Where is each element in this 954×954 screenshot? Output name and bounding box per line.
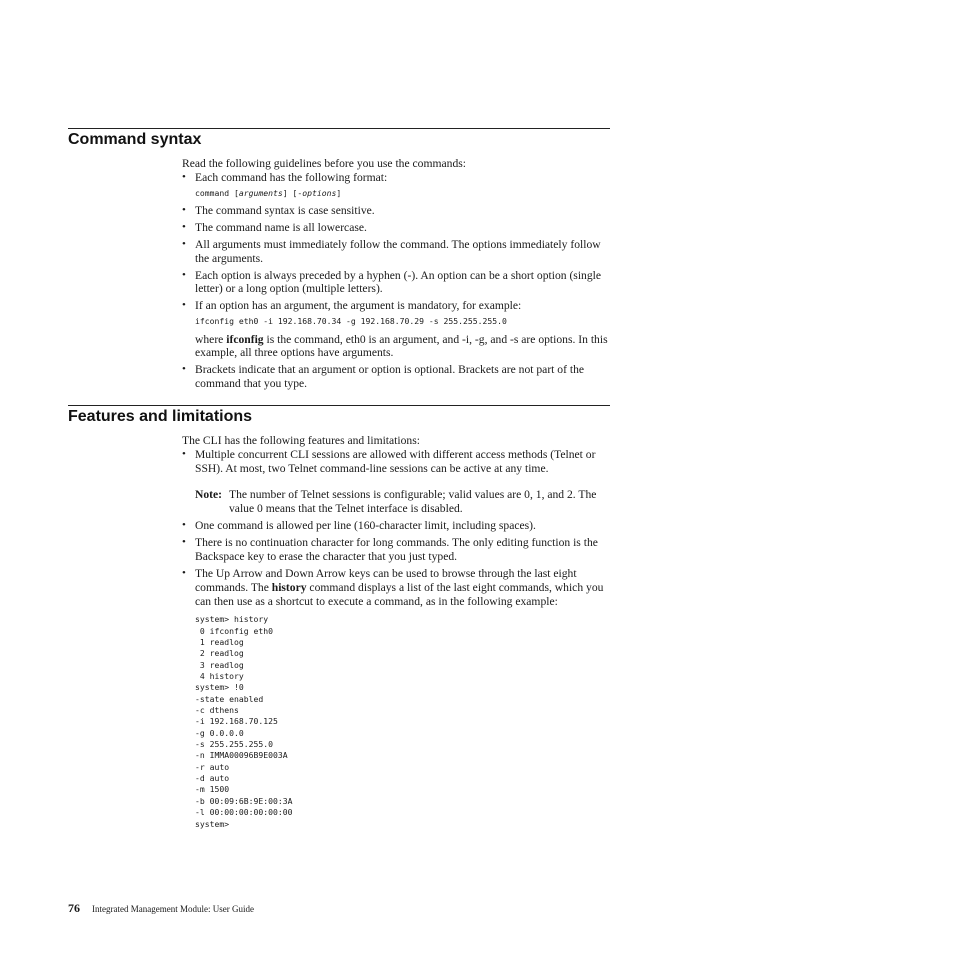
- section-heading-features: Features and limitations: [68, 408, 253, 425]
- list-item: [182, 171, 612, 199]
- code-text: command [: [195, 187, 239, 198]
- code-text: ]: [336, 187, 342, 198]
- list-item-text: The command syntax is case sensitive.: [195, 203, 375, 217]
- list-item: [182, 299, 612, 360]
- list-item-text: Each command has the following format:: [195, 170, 388, 184]
- list-item: [182, 363, 612, 391]
- bullet-icon: •: [182, 566, 186, 579]
- note-label: Note:: [195, 488, 223, 502]
- command-name: history: [271, 580, 307, 594]
- note-text: The number of Telnet sessions is configurable; valid values are 0, 1, and 2. The value 0 means that the Telnet interface is disabled.: [229, 488, 597, 516]
- intro-text: The CLI has the following features and limitations:: [182, 434, 420, 447]
- where-text: is the command, eth0 is an argument, and -i, -g, and -s are options. In this example, all three options have arguments.: [195, 332, 608, 360]
- page-number: 76: [68, 901, 80, 915]
- bullet-icon: •: [182, 170, 186, 183]
- format-example: [195, 188, 612, 199]
- bullet-icon: •: [182, 203, 186, 216]
- list-item-text: The Up Arrow and Down Arrow keys can be used to browse through the last eight commands. The: [195, 566, 577, 594]
- list-item: [182, 269, 612, 297]
- intro-text: Read the following guidelines before you use the commands:: [182, 157, 466, 170]
- bullet-icon: •: [182, 299, 186, 312]
- bullet-icon: •: [182, 220, 186, 233]
- list-item: [182, 221, 612, 235]
- bullet-icon: •: [182, 447, 186, 460]
- list-item: [182, 519, 612, 533]
- bullet-icon: •: [182, 268, 186, 281]
- list-item: [182, 536, 612, 564]
- bullet-list: [182, 448, 612, 830]
- ifconfig-example: ifconfig eth0 -i 192.168.70.34 -g 192.168.70.29 -s 255.255.255.0: [195, 316, 507, 327]
- section-heading-command-syntax: Command syntax: [68, 131, 202, 148]
- list-item: [182, 448, 612, 516]
- code-placeholder: arguments: [238, 187, 283, 198]
- list-item-text: One command is allowed per line (160-character limit, including spaces).: [195, 519, 536, 533]
- code-text: ] [-: [282, 187, 303, 198]
- command-name: ifconfig: [226, 332, 264, 346]
- list-item: [182, 567, 612, 830]
- bullet-icon: •: [182, 536, 186, 549]
- page-footer: [68, 901, 254, 916]
- where-explanation: [195, 333, 612, 361]
- list-item-text: Multiple concurrent CLI sessions are allowed with different access methods (Telnet or SSH). At most, two Telnet command-line sessions can be active at any time.: [195, 447, 596, 475]
- list-item-text: If an option has an argument, the argument is mandatory, for example:: [195, 299, 522, 313]
- list-item-text: Brackets indicate that an argument or option is optional. Brackets are not part of the command that you type.: [195, 363, 585, 391]
- section-rule: [68, 128, 610, 129]
- list-item: [182, 238, 612, 266]
- list-item-text: command displays a list of the last eight commands, which you can then use as a shortcut to execute a command, as in the following example:: [195, 580, 604, 608]
- code-placeholder: options: [302, 187, 337, 198]
- list-item: [182, 204, 612, 218]
- note: [195, 488, 612, 516]
- list-item-text: All arguments must immediately follow the command. The options immediately follow the arguments.: [195, 237, 601, 265]
- section-rule: [68, 405, 610, 406]
- bullet-list: [182, 171, 612, 391]
- list-item-text: The command name is all lowercase.: [195, 220, 367, 234]
- history-code-block: system> history 0 ifconfig eth0 1 readlog 2 readlog 3 readlog 4 history system> !0 -state enabled -c dthens -i 192.168.70.125 -g 0.0.0.0 -s 255.255.255.0 -n IMMA00096B9E003A -r auto -d auto -m 1500 -b 00:09:6B:9E:00:3A -l 00:00:00:00:00:00 system>: [195, 614, 293, 829]
- features-body: [182, 434, 612, 833]
- bullet-icon: •: [182, 519, 186, 532]
- list-item-text: There is no continuation character for long commands. The only editing function is the Backspace key to erase the character that you just typed.: [195, 536, 598, 563]
- bullet-icon: •: [182, 237, 186, 250]
- list-item-text: Each option is always preceded by a hyphen (-). An option can be a short option (single letter) or a long option (multiple letters).: [195, 268, 601, 296]
- bullet-icon: •: [182, 363, 186, 376]
- footer-title: Integrated Management Module: User Guide: [92, 904, 254, 914]
- where-text: where: [195, 332, 227, 346]
- command-syntax-body: [182, 157, 612, 394]
